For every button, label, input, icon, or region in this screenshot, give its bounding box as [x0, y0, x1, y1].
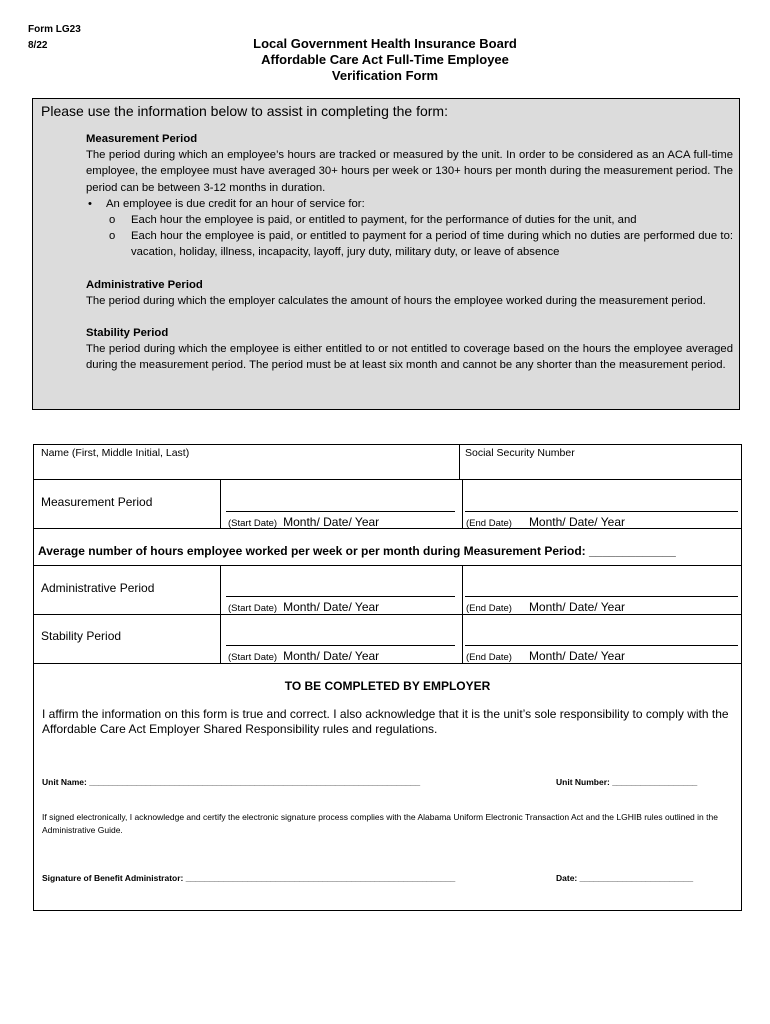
stability-end-date-field[interactable]	[465, 645, 738, 646]
form-date-text: 8/22	[28, 40, 48, 51]
date-format: Month/ Date/ Year	[528, 649, 626, 663]
unit-name-field[interactable]: Unit Name: ______________________________________________________________________	[42, 777, 421, 787]
sub-item-2	[86, 228, 733, 260]
title-line-1: Local Government Health Insurance Board	[253, 36, 517, 51]
date-format: Month/ Date/ Year	[283, 649, 380, 663]
title-line-2: Affordable Care Act Full-Time Employee	[261, 52, 509, 67]
page-title	[0, 36, 770, 84]
measurement-period-label: Measurement Period	[41, 495, 153, 509]
instructions-box	[32, 98, 740, 410]
instructions-body	[86, 131, 733, 390]
divider	[220, 479, 221, 528]
measurement-text: The period during which an employee’s hours are tracked or measured by the unit. In order to be considered as an ACA full-time employee, the employee must have averaged 30+ hours per week or 130+ hours per month during the measurement period. The period can be between 3-12 months in duration.	[86, 149, 733, 194]
stability-text: The period during which the employee is either entitled to or not entitled to coverage based on the hours the employee averaged during the measurement period. The period must be at least six month and cannot be any shorter than the measurement period.	[86, 343, 733, 372]
start-date-label: (Start Date)	[228, 603, 278, 614]
date-field[interactable]: Date: ________________________	[556, 873, 694, 883]
sub-text-1: Each hour the employee is paid, or entitled to payment, for the performance of duties for the unit, and	[131, 214, 637, 227]
title-line-3: Verification Form	[331, 68, 439, 83]
measurement-end-date-field[interactable]	[465, 511, 738, 512]
divider	[34, 565, 741, 566]
administrative-heading: Administrative Period	[86, 278, 203, 291]
end-date-label: (End Date)	[466, 518, 512, 529]
date-format: Month/ Date/ Year	[528, 515, 626, 529]
measurement-start-date-field[interactable]	[226, 511, 455, 512]
bullet-item	[86, 196, 733, 212]
sub-symbol-1: o	[109, 214, 116, 227]
signature-field[interactable]: Signature of Benefit Administrator: _________________________________________________________	[42, 873, 456, 883]
divider	[34, 614, 741, 615]
divider	[34, 528, 741, 529]
administrative-end-date-field[interactable]	[465, 596, 738, 597]
employer-section-title: TO BE COMPLETED BY EMPLOYER	[284, 679, 491, 693]
date-format: Month/ Date/ Year	[528, 600, 626, 614]
sub-symbol-2: o	[109, 230, 116, 243]
divider	[34, 479, 741, 480]
instructions-intro: Please use the information below to assist in completing the form:	[41, 103, 448, 119]
employee-form	[33, 444, 742, 911]
unit-number-field[interactable]: Unit Number: __________________	[556, 777, 698, 787]
administrative-text: The period during which the employer calculates the amount of hours the employee worked during the measurement period.	[86, 294, 706, 307]
bullet-text: An employee is due credit for an hour of service for:	[106, 197, 365, 210]
sub-text-2: Each hour the employee is paid, or entitled to payment for a period of time during which no duties are performed due to: vacation, holiday, illness, incapacity, layoff, jury duty, military duty, or leave of absence	[131, 230, 733, 259]
start-date-label: (Start Date)	[228, 518, 278, 529]
end-date-label: (End Date)	[466, 603, 512, 614]
administrative-start-date-field[interactable]	[226, 596, 455, 597]
ssn-label: Social Security Number	[465, 447, 575, 459]
date-format: Month/ Date/ Year	[283, 600, 380, 614]
electronic-signature-notice: If signed electronically, I acknowledge and certify the electronic signature process complies with the Alabama Uniform Electronic Transaction Act and the LGHIB rules outlined in the Administrative Guide.	[42, 812, 718, 835]
form-number-text: Form LG23	[28, 24, 81, 35]
administrative-period-label: Administrative Period	[41, 581, 155, 595]
divider	[34, 663, 741, 664]
measurement-heading: Measurement Period	[86, 133, 198, 145]
name-label: Name (First, Middle Initial, Last)	[41, 447, 190, 459]
stability-heading: Stability Period	[86, 327, 169, 340]
bullet-symbol: •	[88, 197, 92, 210]
date-format: Month/ Date/ Year	[283, 515, 380, 529]
start-date-label: (Start Date)	[228, 652, 278, 663]
average-hours-field[interactable]: Average number of hours employee worked per week or per month during Measurement Period: _____________	[38, 544, 676, 558]
stability-period-label: Stability Period	[41, 629, 122, 643]
sub-item-1	[86, 212, 733, 228]
divider	[462, 479, 463, 528]
divider	[459, 445, 460, 479]
measurement-section	[86, 131, 733, 261]
stability-section	[86, 325, 733, 374]
affirmation-text: I affirm the information on this form is true and correct. I also acknowledge that it is the unit’s sole responsibility to comply with the Affordable Care Act Employer Shared Responsibility rules and regulations.	[42, 707, 729, 736]
administrative-section	[86, 277, 733, 309]
stability-start-date-field[interactable]	[226, 645, 455, 646]
end-date-label: (End Date)	[466, 652, 512, 663]
